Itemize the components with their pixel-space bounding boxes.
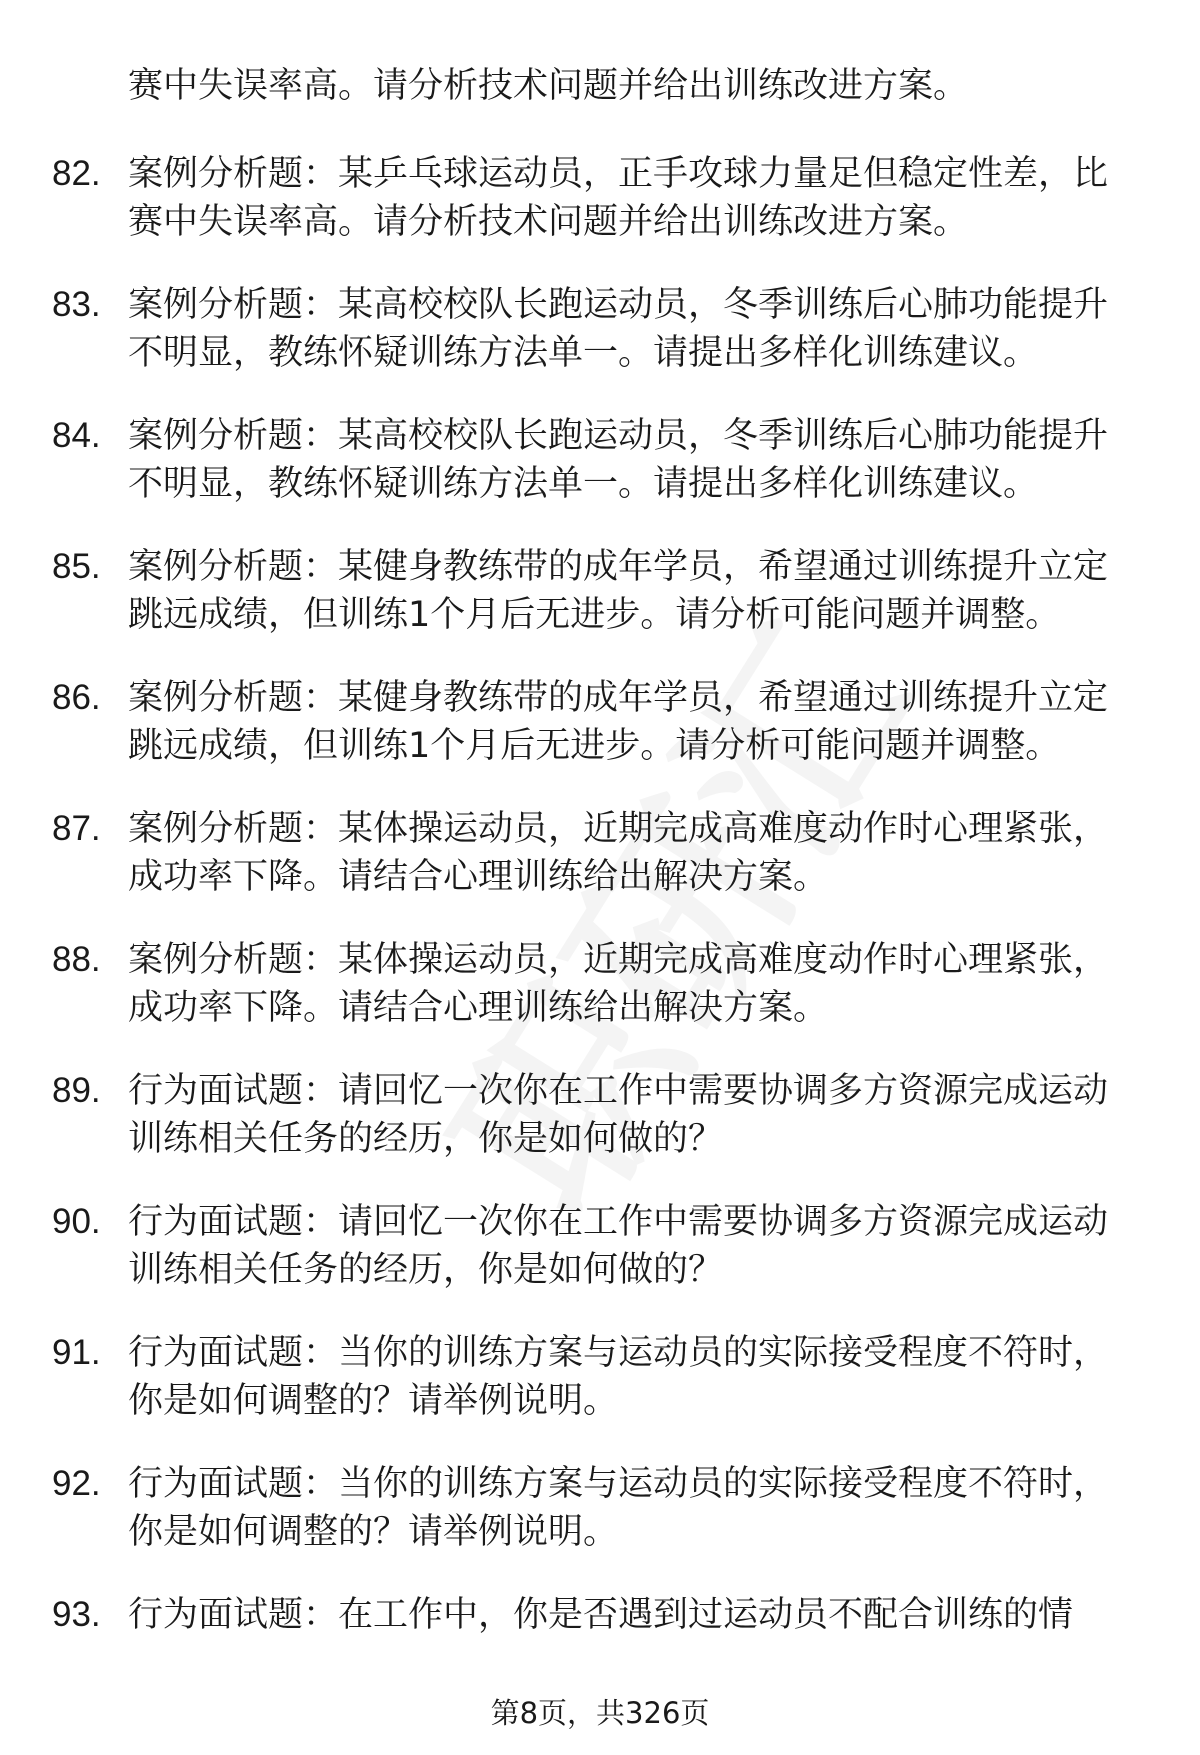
question-number: 92. [52, 1464, 101, 1503]
question-text: 行为面试题：请回忆一次你在工作中需要协调多方资源完成运动训练相关任务的经历，你是如何做的？ [128, 1202, 1109, 1290]
question-number: 91. [52, 1333, 101, 1372]
question-number: 90. [52, 1202, 101, 1241]
question-item [0, 1460, 1200, 1591]
question-item [0, 1329, 1200, 1460]
question-number: 86. [52, 678, 101, 717]
question-number: 85. [52, 547, 101, 586]
question-text: 行为面试题：当你的训练方案与运动员的实际接受程度不符时，你是如何调整的？请举例说明。 [128, 1464, 1109, 1552]
question-item [0, 1198, 1200, 1329]
question-text: 行为面试题：请回忆一次你在工作中需要协调多方资源完成运动训练相关任务的经历，你是如何做的？ [128, 1071, 1109, 1159]
question-item [0, 543, 1200, 674]
question-number: 87. [52, 809, 101, 848]
question-text: 案例分析题：某体操运动员，近期完成高难度动作时心理紧张，成功率下降。请结合心理训练给出解决方案。 [128, 940, 1109, 1028]
question-number: 88. [52, 940, 101, 979]
continuation-text: 赛中失误率高。请分析技术问题并给出训练改进方案。 [128, 66, 969, 106]
question-text: 案例分析题：某高校校队长跑运动员，冬季训练后心肺功能提升不明显，教练怀疑训练方法单一。请提出多样化训练建议。 [128, 416, 1109, 504]
question-item [0, 936, 1200, 1067]
question-item [0, 805, 1200, 936]
page-footer: 第8页，共326页 [490, 1696, 710, 1730]
question-number: 89. [52, 1071, 101, 1110]
question-item [0, 281, 1200, 412]
question-item [0, 1067, 1200, 1198]
question-text: 行为面试题：在工作中，你是否遇到过运动员不配合训练的情 [128, 1595, 1074, 1635]
question-text: 行为面试题：当你的训练方案与运动员的实际接受程度不符时，你是如何调整的？请举例说明。 [128, 1333, 1109, 1421]
question-item [0, 674, 1200, 805]
question-text: 案例分析题：某高校校队长跑运动员，冬季训练后心肺功能提升不明显，教练怀疑训练方法单一。请提出多样化训练建议。 [128, 285, 1109, 373]
question-item [0, 412, 1200, 543]
question-item [0, 150, 1200, 281]
question-number: 83. [52, 285, 101, 324]
question-text: 案例分析题：某健身教练带的成年学员，希望通过训练提升立定跳远成绩，但训练1个月后无进步。请分析可能问题并调整。 [128, 678, 1109, 766]
question-text: 案例分析题：某体操运动员，近期完成高难度动作时心理紧张，成功率下降。请结合心理训练给出解决方案。 [128, 809, 1109, 897]
question-number: 82. [52, 154, 101, 193]
question-text: 案例分析题：某乒乓球运动员，正手攻球力量足但稳定性差，比赛中失误率高。请分析技术问题并给出训练改进方案。 [128, 154, 1109, 242]
question-text: 案例分析题：某健身教练带的成年学员，希望通过训练提升立定跳远成绩，但训练1个月后无进步。请分析可能问题并调整。 [128, 547, 1109, 635]
question-number: 84. [52, 416, 101, 455]
question-list [0, 150, 1200, 1722]
question-number: 93. [52, 1595, 101, 1634]
